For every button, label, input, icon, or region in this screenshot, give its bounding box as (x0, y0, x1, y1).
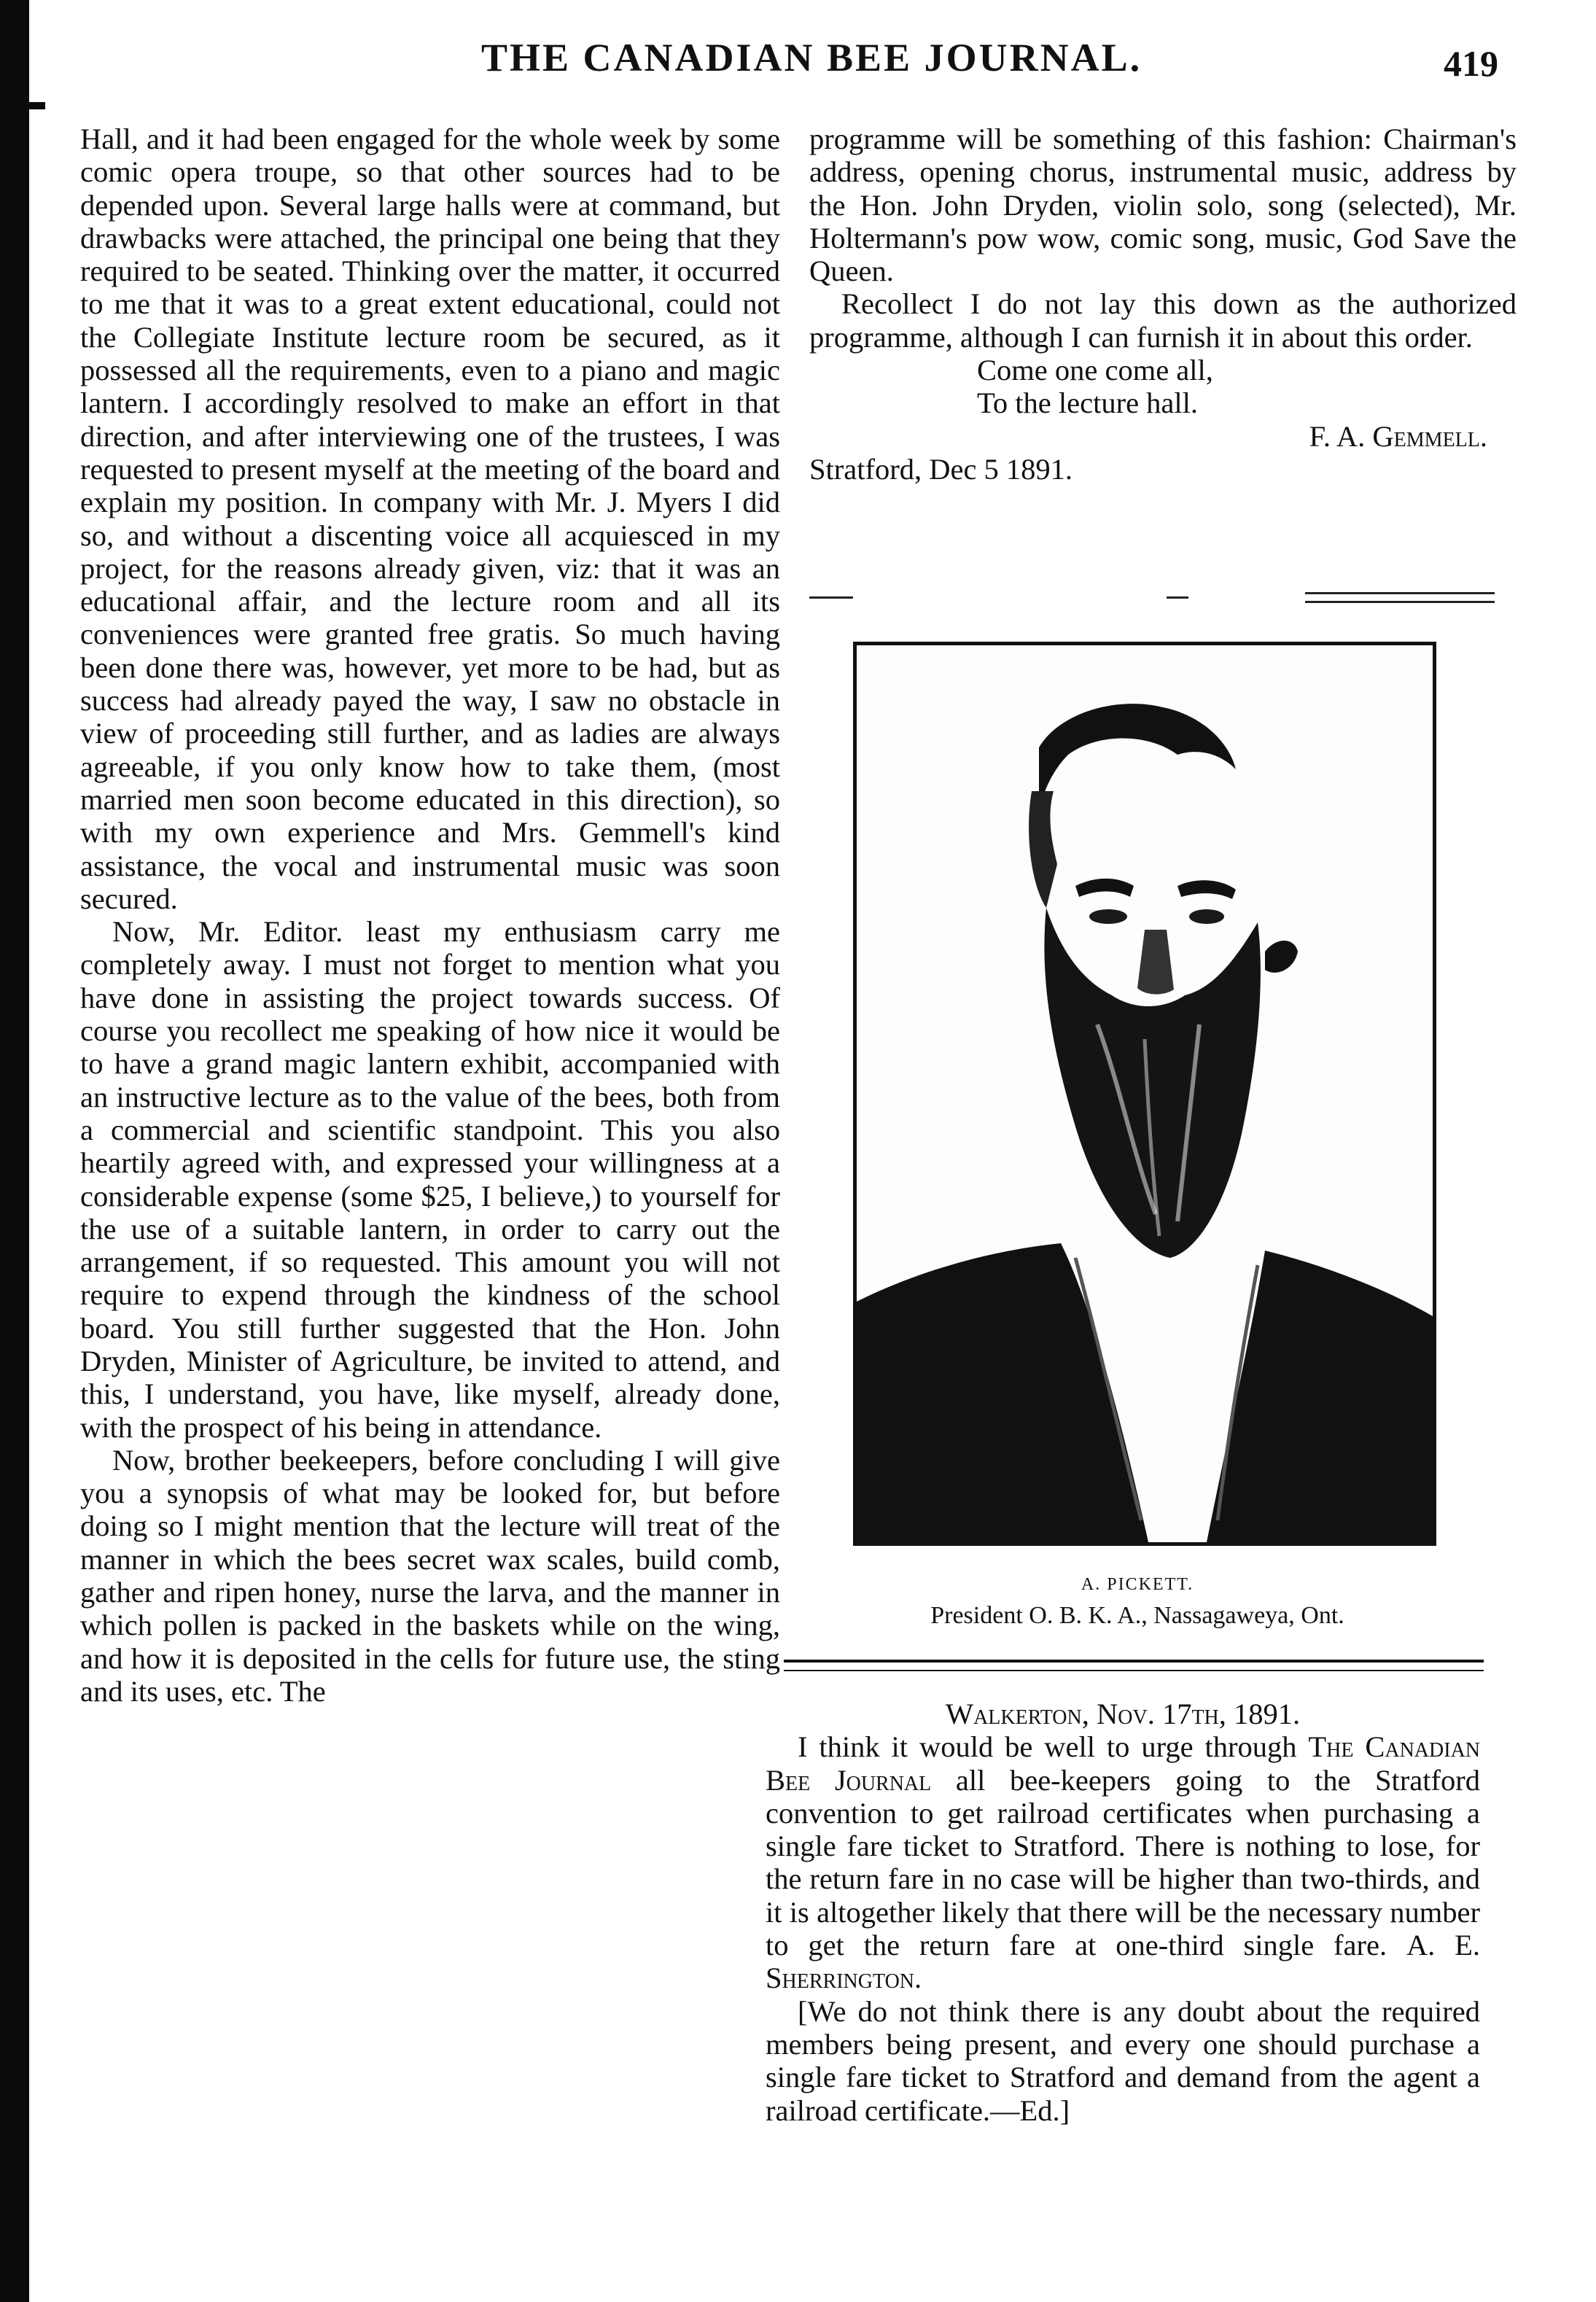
separator-rule (1305, 592, 1495, 594)
portrait-photo (853, 642, 1436, 1546)
left-paragraph-1: Hall, and it had been engaged for the whole week by some comic opera troupe, so that other sources had to be depended upon. Several large halls were at command, but drawbacks were attached, the principal one being that they required to be seated. Thinking over the matter, it occurred to me that it was to a great extent educational, could not the Collegiate Institute lecture room be secured, as it possessed all the requirements, even to a piano and magic lantern. I accordingly resolved to make an effort in that direction, and after interviewing one of the trustees, I was requested to present myself at the meeting of the board and explain my position. In company with Mr. J. Myers I did so, and without a discenting voice all acquiesced in my project, for the reasons already given, viz: that it was an educational affair, and the lecture room and all its conveniences were granted free gratis. So much having been done there was, however, yet more to be had, but as success had already payed the way, I saw no obstacle in view of proceeding still further, and as ladies are always agreeable, if you only know how to take them, (most married men soon become educated in this direction), so with my own experience and Mrs. Gemmell's kind assistance, the vocal and instrumental music was soon secured. (80, 123, 780, 915)
left-paragraph-3: Now, brother beekeepers, before concluding I will give you a synopsis of what may be looked for, but before doing so I might mention that the lecture will treat of the manner in which the bees secret wax scales, build comb, gather and ripen honey, nurse the larva, and the manner in which pollen is packed in the baskets while on the wing, and how it is deposited in the cells for future use, the sting and its uses, etc. The (80, 1443, 780, 1708)
journal-title: THE CANADIAN BEE JOURNAL. (481, 36, 1142, 79)
double-rule-top (784, 1660, 1484, 1663)
letter-dateline-walkerton: Walkerton, Nov. 17th, 1891. (945, 1698, 1301, 1730)
separator-dash (809, 596, 853, 599)
verse-line-2: To the lecture hall. (977, 386, 1199, 420)
caption-description: President O. B. K. A., Nassagaweya, Ont. (930, 1602, 1344, 1629)
letter-signature-sherrington: A. E. Sherrington. (766, 1929, 1480, 1995)
journal-name-inline: The Canadian Bee Journal (766, 1730, 1481, 1797)
portrait-illustration (857, 645, 1433, 1542)
letter-dateline-stratford: Stratford, Dec 5 1891. (809, 452, 1073, 486)
sherrington-letter (766, 1730, 1480, 1994)
right-column-top (809, 123, 1517, 486)
verse-line-1: Come one come all, (977, 354, 1213, 387)
recollect-paragraph: Recollect I do not lay this down as the authorized programme, although I can furnish it in about this order. (809, 287, 1517, 354)
verse (809, 354, 1517, 420)
letter-text-1: I think it would be well to urge through (798, 1730, 1297, 1764)
caption-name: A. PICKETT. (1081, 1575, 1194, 1594)
page-header (0, 32, 1596, 90)
editor-note: [We do not think there is any doubt about the required members being present, and every one should purchase a single fare ticket to Stratford and demand from the agent a railroad certificate.—Ed.] (766, 1994, 1480, 2127)
programme-paragraph: programme will be something of this fashion: Chairman's address, opening chorus, instrumental music, address by the Hon. John Dryden, violin solo, song (selected), Mr. Holtermann's pow wow, comic song, music, God Save the Queen. (809, 123, 1517, 288)
letter-signature-gemmell: F. A. Gemmell. (1309, 419, 1487, 453)
separator-dash (1167, 596, 1188, 599)
right-column-bottom (766, 1698, 1480, 2127)
page-binding-edge (0, 0, 29, 2302)
separator-rule (1305, 601, 1495, 603)
letter-text-2: all bee-keepers going to the Stratford convention to get railroad certificates when purchasing a single fare ticket to Stratford. There is nothing to lose, for the return fare in no case will be higher than two-thirds, and it is altogether likely that there will be the necessary number to get the return fare at one-third single fare. (766, 1763, 1481, 1962)
edge-mark (29, 102, 45, 109)
left-paragraph-2: Now, Mr. Editor. least my enthusiasm carry me completely away. I must not forget to mention what you have done in assisting the project towards success. Of course you recollect me speaking of how nice it would be to have a grand magic lantern exhibit, accompanied with an instructive lecture as to the value of the bees, both from a commercial and scientific standpoint. This you also heartily agreed with, and expressed your willingness at a considerable expense (some $25, I believe,) to yourself for the use of a suitable lantern, in order to carry out the arrangement, if so requested. This amount you will not require to expend through the kindness of the school board. You still further suggested that the Hon. John Dryden, Minister of Agriculture, be invited to attend, and this, I understand, you have, like myself, already done, with the prospect of his being in attendance. (80, 915, 780, 1444)
portrait-caption (802, 1575, 1473, 1630)
double-rule-bottom (784, 1670, 1484, 1671)
left-column (80, 123, 780, 1708)
page-number: 419 (1444, 43, 1498, 84)
